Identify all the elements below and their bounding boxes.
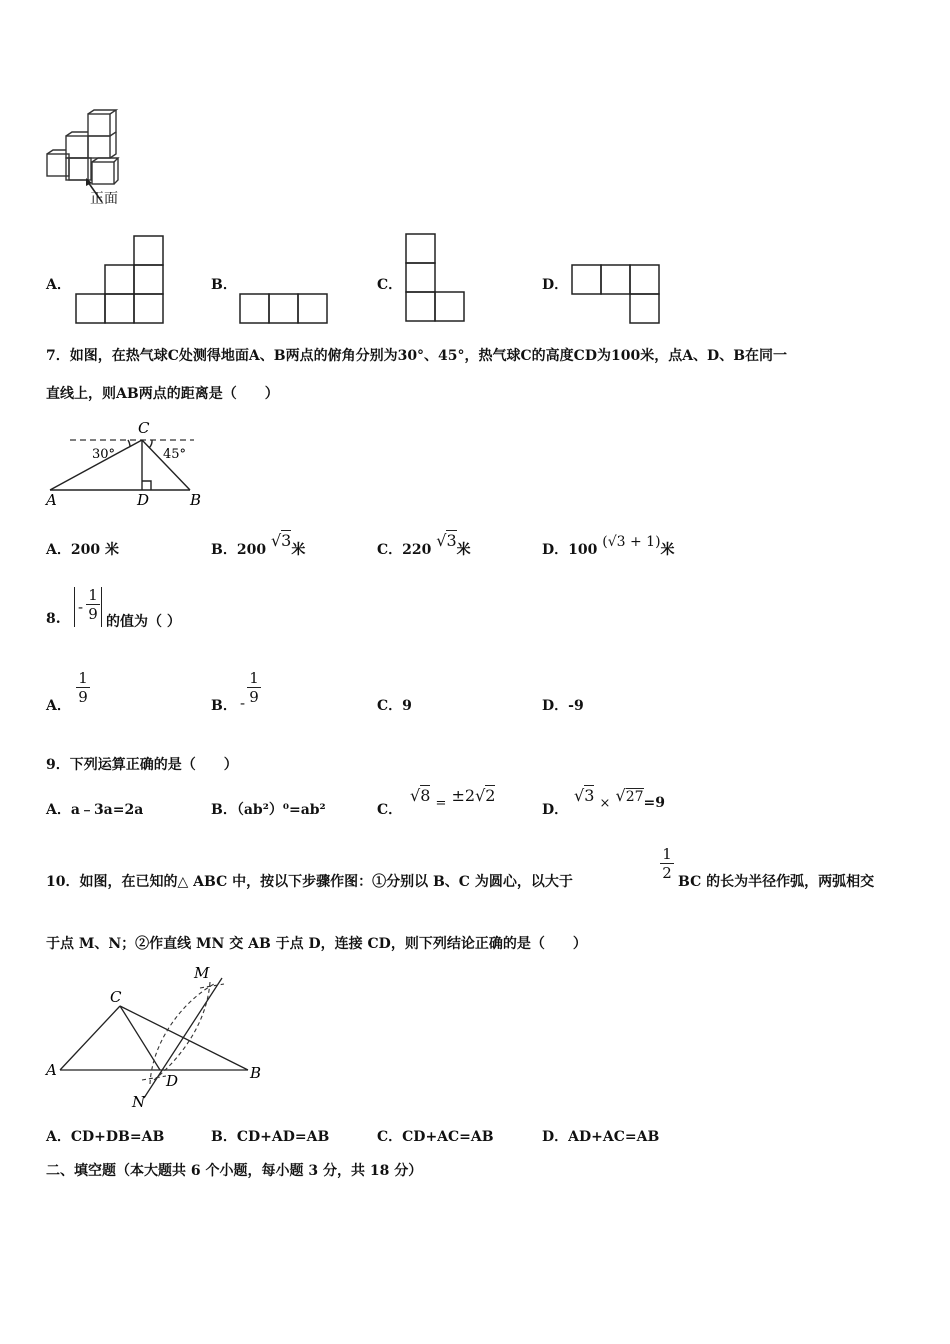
- q7-option-a-label: A．: [46, 542, 71, 558]
- q10-point-b: B: [250, 1064, 262, 1082]
- q7-option-a[interactable]: [46, 539, 119, 559]
- q10-option-b[interactable]: [211, 1126, 329, 1146]
- q10-option-b-text: CD+AD=AB: [236, 1129, 330, 1145]
- q7-point-c: C: [138, 419, 150, 437]
- q10-point-a: A: [46, 1061, 57, 1079]
- q7-stem-line1: 7．如图，在热气球C处测得地面A、B两点的俯角分别为30°、45°，热气球C的高度CD为100米，点A、D、B在同一: [46, 348, 788, 364]
- q9-option-b[interactable]: [211, 799, 326, 819]
- q9-option-c-label: C．: [377, 802, 403, 818]
- q9-option-c-expr[interactable]: [410, 786, 496, 811]
- q7-option-c[interactable]: [377, 531, 471, 559]
- q8-tail: 的值为（ ）: [106, 614, 181, 630]
- q6-option-b-figure[interactable]: [239, 293, 331, 329]
- q10-option-d-text: AD+AC=AB: [568, 1129, 660, 1145]
- q7-option-b-label: B．: [211, 542, 237, 558]
- q9-option-d-label: D．: [542, 802, 569, 818]
- q10-option-d[interactable]: [542, 1126, 659, 1146]
- q9-option-a-label: A．: [46, 802, 71, 818]
- q6-option-d-figure[interactable]: [571, 264, 663, 330]
- q9-d-tail: =9: [643, 795, 665, 811]
- q9-c-equals: =: [435, 796, 447, 811]
- q7-option-b-sqrt: √3: [270, 531, 292, 550]
- q10-construction-figure: [42, 962, 267, 1116]
- q10-point-n: N: [132, 1093, 146, 1111]
- q7-option-b[interactable]: [211, 531, 306, 559]
- q9-d-radicand1: 3: [584, 786, 595, 805]
- q10-stem-line1b: BC 的长为半径作弧，两弧相交: [678, 874, 875, 890]
- q10-option-a[interactable]: [46, 1126, 164, 1146]
- q9-option-a-text: a﹣3a=2a: [70, 802, 144, 818]
- q10-point-c: C: [110, 988, 122, 1006]
- q8-abs-bar-left: [74, 587, 75, 627]
- q9-option-d[interactable]: [542, 799, 568, 819]
- q9-d-times: ×: [599, 796, 611, 811]
- q7-option-c-label: C．: [377, 542, 403, 558]
- q7-option-b-radicand: 3: [281, 531, 292, 550]
- q8-option-b-label[interactable]: B．: [211, 698, 237, 714]
- q7-point-a: A: [46, 491, 57, 509]
- q9-option-b-label: B．: [211, 802, 237, 818]
- q6-option-b-label[interactable]: B．: [211, 277, 237, 293]
- q7-option-d-pre: 100: [568, 542, 598, 558]
- q7-option-c-sqrt: √3: [436, 531, 457, 550]
- q7-option-b-post: 米: [291, 542, 306, 558]
- q10-point-m: M: [194, 964, 210, 982]
- q8-a-numerator: 1: [78, 669, 88, 687]
- q8-option-c-label: C．: [377, 698, 403, 714]
- q7-angle-30: 30°: [92, 447, 116, 462]
- q7-angle-45: 45°: [163, 447, 187, 462]
- q7-balloon-figure: [42, 418, 212, 514]
- q6-option-c-label[interactable]: C．: [377, 277, 403, 293]
- q9-d-sqrt1: √3: [574, 786, 595, 805]
- q6-option-c-figure[interactable]: [405, 233, 467, 329]
- q8-option-b-minus: -: [240, 694, 246, 712]
- q8-option-a-label[interactable]: A．: [46, 698, 71, 714]
- q9-stem: 9．下列运算正确的是（ ）: [46, 757, 238, 773]
- q6-option-a-figure[interactable]: [75, 235, 165, 329]
- q7-option-d-label: D．: [542, 542, 569, 558]
- q10-stem-line2: 于点 M、N；②作直线 MN 交 AB 于点 D，连接 CD，则下列结论正确的是（ ）: [46, 936, 587, 952]
- q7-option-c-radicand: 3: [446, 531, 457, 550]
- front-view-label: 正面: [90, 191, 118, 207]
- q8-option-d-label: D．: [542, 698, 569, 714]
- q7-option-d[interactable]: [542, 534, 675, 559]
- q7-point-b: B: [190, 491, 202, 509]
- q10-option-c-label: C．: [377, 1129, 403, 1145]
- cube-stack-figure: [44, 108, 136, 216]
- q9-d-sqrt2: √27: [615, 786, 644, 805]
- q7-option-b-pre: 200: [236, 542, 267, 558]
- q8-b-denominator: 9: [249, 688, 259, 706]
- q7-option-c-post: 米: [456, 542, 471, 558]
- q8-option-a-fraction[interactable]: [76, 670, 90, 705]
- q9-c-radicand1: 8: [420, 786, 431, 805]
- q8-minus: -: [78, 598, 84, 616]
- q8-option-c[interactable]: [377, 695, 412, 715]
- q9-c-pm: ±2: [451, 786, 476, 805]
- q9-option-c[interactable]: [377, 799, 402, 819]
- q10-option-a-text: CD+DB=AB: [70, 1129, 165, 1145]
- q8-option-b-fraction[interactable]: [247, 670, 261, 705]
- q8-frac-denominator: 9: [88, 605, 98, 623]
- q8-option-d-text: -9: [568, 698, 584, 714]
- q9-option-a[interactable]: [46, 799, 143, 819]
- q9-c-sqrt2: √2: [475, 786, 496, 805]
- q9-option-d-expr[interactable]: [574, 786, 665, 811]
- q10-fraction-half: [660, 846, 674, 881]
- q8-b-numerator: 1: [249, 669, 259, 687]
- q10-option-a-label: A．: [46, 1129, 71, 1145]
- q8-frac-numerator: 1: [88, 586, 98, 604]
- q10-option-c-text: CD+AC=AB: [402, 1129, 494, 1145]
- q10-stem-line1a: 10．如图，在已知的△ ABC 中，按以下步骤作图：①分别以 B、C 为圆心，以大于: [46, 874, 573, 890]
- q9-c-sqrt1: √8: [410, 786, 431, 805]
- q8-option-d[interactable]: [542, 695, 584, 715]
- q9-option-b-text: （ab²）⁰=ab²: [236, 802, 326, 818]
- q10-frac-denominator: 2: [662, 864, 672, 882]
- q8-option-c-text: 9: [402, 698, 412, 714]
- q7-option-c-pre: 220: [402, 542, 432, 558]
- q8-a-denominator: 9: [78, 688, 88, 706]
- q9-c-radicand2: 2: [485, 786, 496, 805]
- q7-option-d-expr: (√3 + 1): [602, 534, 661, 550]
- q10-frac-numerator: 1: [662, 845, 672, 863]
- q8-number: 8.: [46, 611, 61, 627]
- q6-option-d-label[interactable]: D．: [542, 277, 569, 293]
- q10-option-c[interactable]: [377, 1126, 494, 1146]
- q8-abs-bar-right: [101, 587, 102, 627]
- q7-option-a-text: 200 米: [70, 542, 119, 558]
- q8-fraction: [86, 587, 100, 622]
- q9-d-radicand2: 27: [625, 789, 644, 805]
- q10-option-b-label: B．: [211, 1129, 237, 1145]
- q10-option-d-label: D．: [542, 1129, 569, 1145]
- section2-heading: 二、填空题（本大题共 6 个小题，每小题 3 分，共 18 分）: [46, 1163, 423, 1179]
- q10-point-d: D: [166, 1072, 179, 1090]
- q7-stem-line2: 直线上，则AB两点的距离是（ ）: [46, 386, 279, 402]
- q6-option-a-label[interactable]: A．: [46, 277, 71, 293]
- q7-point-d: D: [137, 491, 150, 509]
- q7-option-d-post: 米: [660, 542, 675, 558]
